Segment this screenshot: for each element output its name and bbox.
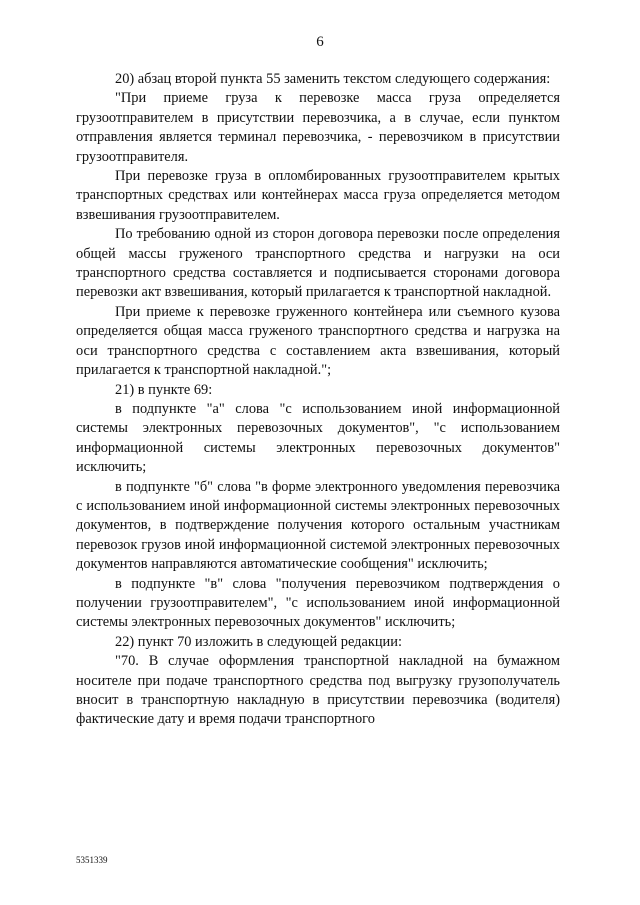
- paragraph-weighing-acceptance: "При приеме груза к перевозке масса груза определяется грузоотправителем в присутствии перевозчика, а в случае, если пунктом отправления является терминал перевозчика, - перевозчиком в присутствии грузоотправителя.: [76, 90, 560, 165]
- page-number: 6: [316, 34, 324, 50]
- paragraph-item-21: 21) в пункте 69:: [115, 381, 213, 398]
- paragraph-subitem-v: в подпункте "в" слова "получения перевозчиком подтверждения о получении грузоотправителем", "с использованием иной информационной системы электронных перевозочных документов" исключить;: [76, 575, 560, 631]
- paragraph-subitem-a: в подпункте "а" слова "с использованием иной информационной системы электронных перевозочных документов", "с использованием информационной системы электронных перевозочных документов" исключить;: [76, 400, 560, 476]
- paragraph-sealed-vehicles: При перевозке груза в опломбированных грузоотправителем крытых транспортных средствах или контейнерах масса груза определяется методом взвешивания грузоотправителем.: [76, 168, 560, 223]
- document-code: 5351339: [76, 855, 108, 865]
- paragraph-weighing-act: По требованию одной из сторон договора перевозки после определения общей массы груженого транспортного средства и нагрузки на оси транспортного средства составляется и подписывается сторонами договора перевозки акт взвешивания, который прилагается к транспортной накладной.: [76, 226, 560, 301]
- paragraph-container-weighing: При приеме к перевозке груженного контейнера или съемного кузова определяется общая масса груженого транспортного средства и нагрузка на оси транспортного средства с составлением акта взвешивания, который прилагается к транспортной накладной.";: [76, 303, 560, 379]
- paragraph-subitem-b: в подпункте "б" слова "в форме электронного уведомления перевозчика с использованием иной информационной системы электронных перевозочных документов, в подтверждение получения которого остальным участникам перевозок грузов иной информационной системой электронных перевозочных документов направляются автоматические сообщения" исключить;: [76, 478, 560, 573]
- paragraph-item-22: 22) пункт 70 изложить в следующей редакции:: [115, 633, 402, 650]
- document-body: [76, 70, 560, 730]
- paragraph-point-70: "70. В случае оформления транспортной накладной на бумажном носителе при подаче транспортного средства под выгрузку грузополучатель вносит в транспортную накладную в присутствии перевозчика (водителя) фактические дату и время подачи транспортного: [76, 653, 560, 728]
- paragraph-item-20: 20) абзац второй пункта 55 заменить текстом следующего содержания:: [115, 71, 551, 87]
